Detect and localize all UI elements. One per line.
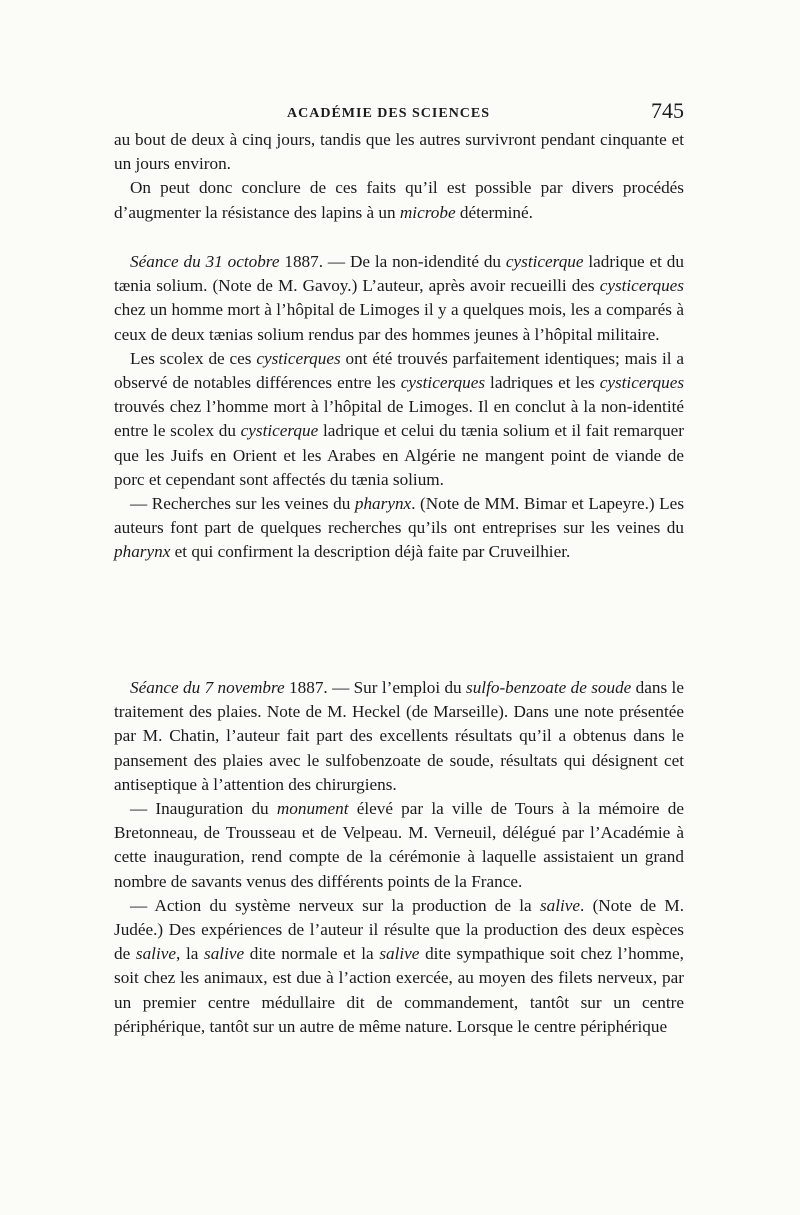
text-run: 1887. — De la non-idendité du [279,252,506,271]
italic-term: salive [204,944,245,964]
paragraph [114,176,684,224]
paragraph [114,250,684,347]
italic-term: salive [539,895,581,915]
text-run: — Inauguration du [130,799,277,819]
text-run: dans le traitement des plaies. Note de M. Heckel (de Marseille). Dans une note présentée par M. Chatin, l’auteur fait part des excellents résultats qu’il a obtenus dans le pansement des plaies avec le sulfobenzoate de soude, résultats qui désignent cet antiseptique à l’attention des chirurgiens. [114,678,684,794]
text-run: ont été trouvés parfaitement identiques; mais il a observé de notables différences entre les [114,348,684,393]
text-run: déterminé. [455,202,533,222]
continuation-block [114,128,684,225]
italic-term: microbe [399,202,456,222]
text-run: au bout de deux à cinq jours, tandis que les autres survivront pendant cinquante et un jours environ. [114,130,684,174]
text-run: chez un homme mort à l’hôpital de Limoges il y a quelques mois, les a comparés à ceux de deux tænias solium rendus par des hommes jeunes à l’hôpital militaire. [114,300,684,344]
text-run: ladriques et les [485,373,600,393]
text-run: , la [175,944,205,964]
text-run: 1887. — Sur l’emploi du [284,678,467,697]
seance-heading: Séance du 31 octobre [130,252,280,271]
text-run: — Recherches sur les veines du [130,494,355,514]
text-run: ladrique et celui du tænia solium et il fait remarquer que les Juifs en Orient et les Arabes en Algérie ne mangent point de viande de porc et cependant sont affectés du tænia solium. [114,421,684,489]
paragraph [114,492,684,565]
italic-term: cysticerque [505,252,584,271]
text-run: et qui confirment la description déjà faite par Cruveilhier. [170,542,571,562]
paragraph [114,128,684,176]
italic-term: monument [276,799,349,819]
running-title: ACADÉMIE DES SCIENCES [287,106,491,121]
text-run: ladrique et du tænia solium. (Note de M. Gavoy.) L’auteur, après avoir recueilli des [114,252,684,296]
italic-term: cysticerques [599,276,684,296]
seance-31-octobre-section [114,250,684,565]
page-number: 745 [651,98,684,123]
italic-term: salive [135,944,176,964]
italic-term: cysticerques [599,373,685,393]
italic-term: pharynx [114,542,171,562]
text-run: . (Note de MM. Bimar et Lapeyre.) Les auteurs font part de quelques recherches qu’ils ont entreprises sur les veines du [114,494,685,538]
italic-term: sulfo-benzoate de soude [466,678,632,697]
italic-term: salive [379,944,420,964]
text-run: dite normale et la [244,944,380,964]
text-run: dite sympathique soit chez l’homme, soit chez les animaux, est due à l’action exercée, au moyen des filets nerveux, par un premier centre médullaire dit de commandement, tantôt sur un centre périphérique, tantôt sur un autre de même nature. Lorsque le centre périphérique [114,944,684,1036]
paragraph [114,347,684,492]
paragraph [114,676,684,797]
italic-term: cysticerques [400,373,486,393]
italic-term: pharynx [354,494,412,514]
seance-7-novembre-section [114,676,684,1039]
paragraph [114,797,684,894]
italic-term: cysticerque [240,421,319,441]
text-run: élevé par la ville de Tours à la mémoire de Bretonneau, de Trousseau et de Velpeau. M. Verneuil, délégué par l’Académie à cette inauguration, rend compte de la cérémonie à laquelle assistaient un grand nombre de savants venus des différents points de la France. [114,799,684,891]
text-run: On peut donc conclure de ces faits qu’il est possible par divers procédés d’augmenter la résistance des lapins à un [114,178,684,222]
seance-heading: Séance du 7 novembre [130,678,285,697]
text-run: trouvés chez l’homme mort à l’hôpital de Limoges. Il en conclut à la non-identité entre le scolex du [114,397,684,441]
page-header [112,98,684,128]
text-run: Les scolex de ces [130,348,257,368]
paragraph [114,894,684,1039]
text-run: . (Note de M. Judée.) Des expériences de l’auteur il résulte que la production des deux espèces de [114,895,685,964]
text-run: — Action du système nerveux sur la production de la [130,895,540,915]
italic-term: cysticerques [256,348,341,368]
